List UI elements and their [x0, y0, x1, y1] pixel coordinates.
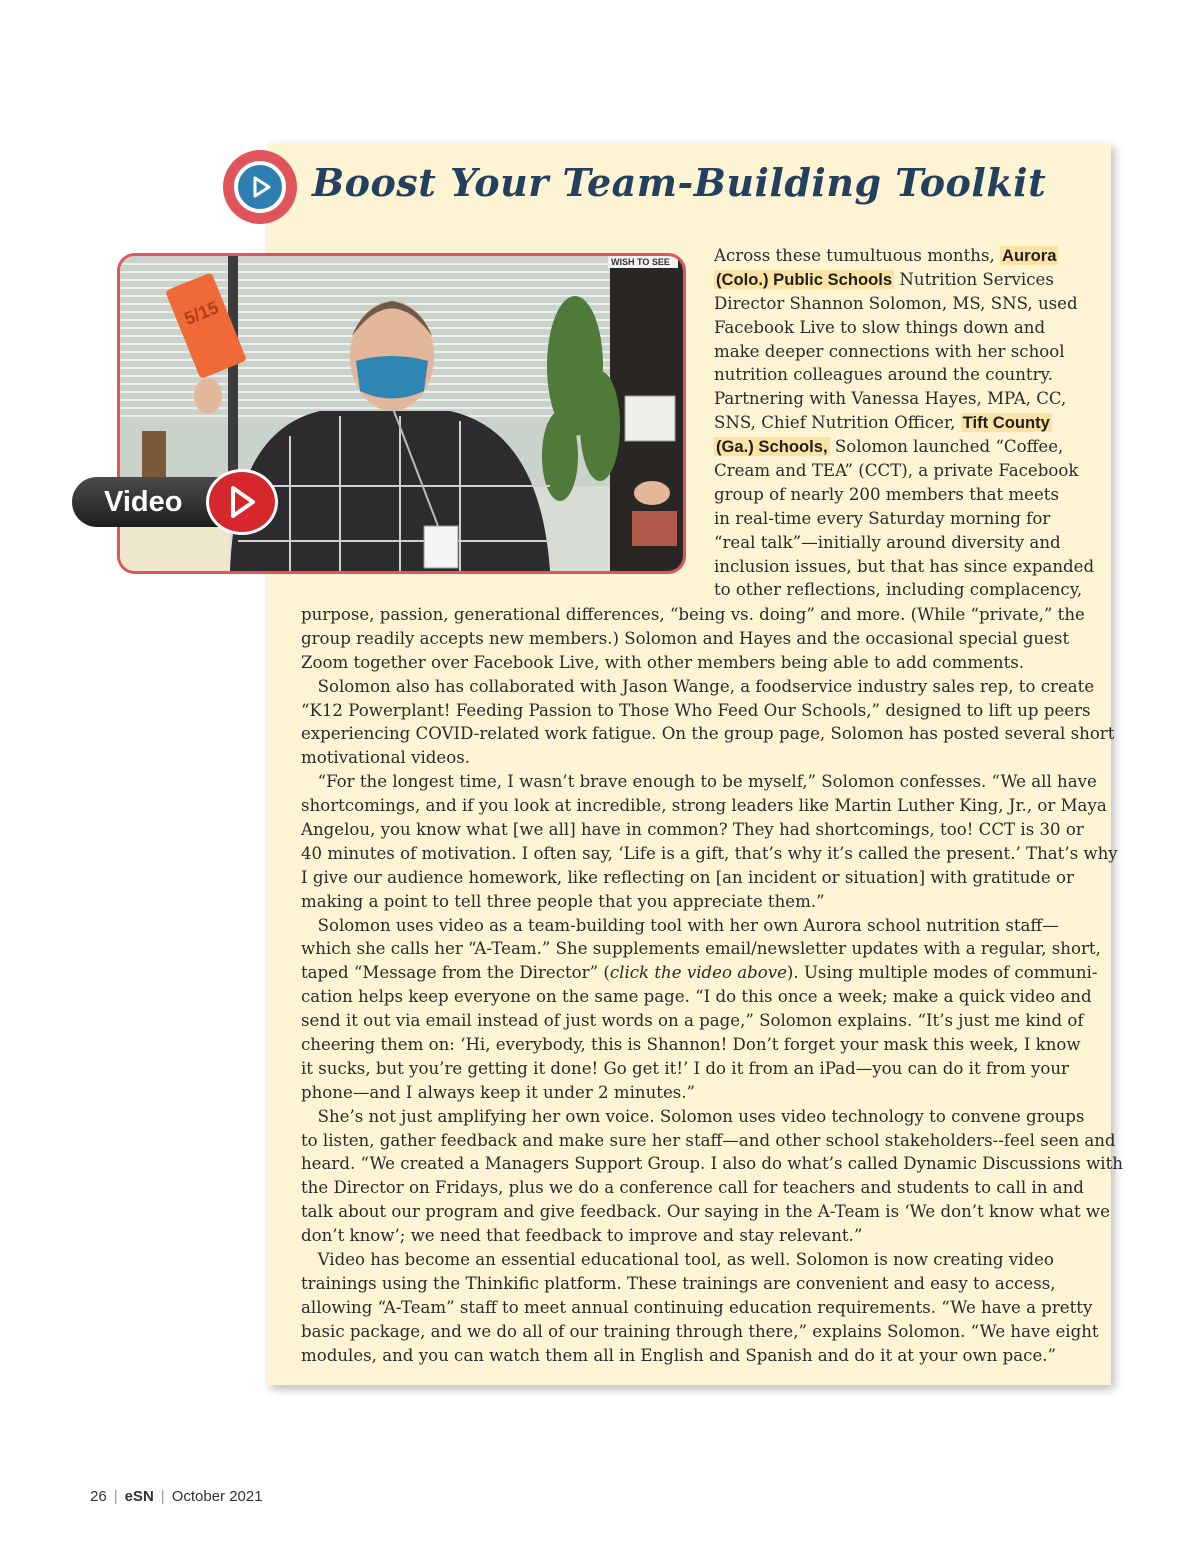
text-run: making a point to tell three people that you appreciate them.” — [301, 891, 825, 911]
text-line — [301, 1272, 1091, 1296]
text-run: in real-time every Saturday morning for — [714, 508, 1051, 528]
play-icon[interactable] — [206, 469, 278, 535]
text-run: Angelou, you know what [we all] have in common? They had shortcomings, too! CCT is 30 or — [301, 820, 1084, 840]
text-line — [301, 651, 1091, 675]
text-run: to other reflections, including complacency, — [714, 580, 1083, 600]
text-run: nutrition colleagues around the country. — [714, 365, 1053, 385]
article-title: Boost Your Team-Building Toolkit — [312, 160, 1047, 205]
text-line — [301, 961, 1098, 985]
text-line — [714, 507, 1079, 531]
text-run: group of nearly 200 members that meets — [714, 484, 1059, 504]
text-run: cation helps keep everyone on the same page. “I do this once a week; make a quick video and — [301, 987, 1092, 1007]
text-line — [301, 603, 1091, 627]
text-line — [301, 746, 1091, 770]
text-line — [301, 866, 1091, 890]
publication-name: eSN — [124, 1488, 154, 1505]
text-run: Partnering with Vanessa Hayes, MPA, CC, — [714, 389, 1067, 409]
text-line — [301, 1105, 1091, 1129]
text-line — [301, 1129, 1116, 1153]
text-run: inclusion issues, but that has since expanded — [714, 556, 1095, 576]
issue-date: October 2021 — [171, 1488, 263, 1505]
text-run: Across these tumultuous months, — [714, 246, 1001, 265]
highlighted-school-name: Aurora — [1002, 246, 1057, 265]
highlighted-school-name: (Colo.) Public Schools — [716, 269, 893, 289]
text-line — [714, 387, 1079, 411]
text-line — [301, 937, 1101, 961]
text-line — [301, 627, 1091, 651]
text-run: “K12 Powerplant! Feeding Passion to Those Who Feed Our Schools,” designed to lift up peers — [301, 700, 1091, 720]
highlighted-school-name: (Ga.) Schools, — [716, 437, 828, 457]
video-sign-text: WISH TO SEE — [611, 257, 670, 267]
text-run: which she calls her “A-Team.” She supplements email/newsletter updates with a regular, short, — [301, 939, 1101, 959]
text-run: I give our audience homework, like reflecting on [an incident or situation] with gratitude or — [301, 867, 1074, 887]
text-run: purpose, passion, generational differences, “being vs. doing” and more. (While “private,” the — [301, 605, 1085, 624]
footer-separator: | — [113, 1488, 118, 1505]
text-line — [301, 1248, 1091, 1272]
text-run: Video has become an essential educational tool, as well. Solomon is now creating video — [301, 1250, 1054, 1270]
paddle-text: 5/15 — [181, 297, 222, 329]
text-line — [714, 555, 1095, 579]
text-run: Solomon uses video as a team-building tool with her own Aurora school nutrition staff— — [301, 915, 1059, 935]
text-run: She’s not just amplifying her own voice. Solomon uses video technology to convene groups — [301, 1106, 1085, 1126]
text-run: taped “Message from the Director” ( — [301, 963, 610, 983]
text-line — [714, 363, 1079, 387]
text-run: group readily accepts new members.) Solomon and Hayes and the occasional special guest — [301, 628, 1070, 648]
text-line — [301, 770, 1097, 794]
text-line — [301, 722, 1115, 746]
text-line — [301, 1296, 1091, 1320]
text-line — [301, 985, 1091, 1009]
text-run: ). Using multiple modes of communi- — [786, 963, 1098, 983]
text-line — [714, 292, 1079, 316]
highlighted-school-name: Tift County — [962, 413, 1050, 433]
text-line — [714, 531, 1079, 555]
text-line — [714, 411, 1079, 435]
text-line — [714, 268, 1079, 292]
text-run: allowing “A-Team” staff to meet annual continuing education requirements. “We have a pretty — [301, 1297, 1093, 1317]
text-run: it sucks, but you’re getting it done! Go get it!’ I do it from an iPad—you can do it from your — [301, 1058, 1069, 1078]
text-run: Nutrition Services — [894, 269, 1054, 289]
text-line — [301, 1344, 1091, 1368]
footer-separator: | — [160, 1488, 165, 1505]
text-line — [301, 1033, 1091, 1057]
text-line — [714, 459, 1079, 483]
text-line — [301, 818, 1091, 842]
text-run: don’t know’; we need that feedback to improve and stay relevant.” — [301, 1226, 863, 1246]
text-run: heard. “We created a Managers Support Group. I also do what’s called Dynamic Discussions with — [301, 1154, 1123, 1174]
text-run: Cream and TEA” (CCT), a private Facebook — [714, 461, 1079, 481]
text-line — [714, 316, 1079, 340]
text-line — [301, 890, 1091, 914]
text-run: “For the longest time, I wasn’t brave enough to be myself,” Solomon confesses. “We all have — [301, 772, 1097, 792]
text-run: Director Shannon Solomon, MS, SNS, used — [714, 293, 1078, 313]
text-run: send it out via email instead of just words on a page,” Solomon explains. “It’s just me kind of — [301, 1011, 1084, 1031]
italic-text: click the video above — [609, 963, 787, 983]
text-run: “real talk”—initially around diversity and — [714, 532, 1061, 552]
text-run: basic package, and we do all of our training through there,” explains Solomon. “We have eight — [301, 1321, 1099, 1341]
text-line — [301, 1224, 1091, 1248]
text-line — [714, 340, 1079, 364]
text-line — [714, 578, 1083, 602]
text-line — [301, 1009, 1091, 1033]
text-run: talk about our program and give feedback. Our saying in the A-Team is ‘We don’t know what we — [301, 1202, 1110, 1222]
text-line — [301, 1176, 1091, 1200]
play-circle-icon — [223, 150, 297, 224]
text-run: cheering them on: ‘Hi, everybody, this is Shannon! Don’t forget your mask this week, I know — [301, 1035, 1081, 1055]
text-line — [301, 675, 1095, 699]
text-run: make deeper connections with her school — [714, 341, 1065, 361]
text-run: Zoom together over Facebook Live, with other members being able to add comments. — [301, 652, 1025, 672]
text-line — [301, 914, 1091, 938]
text-run: motivational videos. — [301, 748, 471, 768]
text-run: shortcomings, and if you look at incredible, strong leaders like Martin Luther King, Jr., or Maya — [301, 796, 1107, 816]
text-line — [714, 435, 1079, 459]
text-run: Solomon launched “Coffee, — [829, 437, 1064, 457]
video-label: Video — [104, 486, 183, 518]
text-run: trainings using the Thinkific platform. These trainings are convenient and easy to access, — [301, 1273, 1056, 1293]
text-run: the Director on Fridays, plus we do a conference call for teachers and students to call in and — [301, 1178, 1084, 1198]
text-line — [714, 244, 1079, 268]
text-run: phone—and I always keep it under 2 minutes.” — [301, 1082, 696, 1102]
text-line — [301, 1200, 1110, 1224]
text-line — [714, 483, 1079, 507]
page-number: 26 — [90, 1488, 107, 1505]
text-line — [301, 1152, 1123, 1176]
text-run: Facebook Live to slow things down and — [714, 317, 1046, 337]
text-line — [301, 1320, 1099, 1344]
article-column-text — [714, 244, 1095, 602]
text-line — [301, 1081, 1091, 1105]
text-line — [301, 1057, 1091, 1081]
article-body-text — [301, 603, 1123, 1368]
text-run: to listen, gather feedback and make sure her staff—and other school stakeholders--feel seen and — [301, 1130, 1116, 1150]
text-run: experiencing COVID-related work fatigue. On the group page, Solomon has posted several short — [301, 724, 1115, 744]
text-run: modules, and you can watch them all in English and Spanish and do it at your own pace.” — [301, 1345, 1057, 1365]
text-run: SNS, Chief Nutrition Officer, — [714, 413, 961, 433]
text-run: Solomon also has collaborated with Jason Wange, a foodservice industry sales rep, to create — [301, 676, 1095, 696]
text-line — [301, 794, 1107, 818]
text-line — [301, 699, 1091, 723]
page-footer — [90, 1488, 263, 1505]
text-line — [301, 842, 1118, 866]
text-run: 40 minutes of motivation. I often say, ‘Life is a gift, that’s why it’s called the present.’ That’s why — [301, 843, 1118, 863]
